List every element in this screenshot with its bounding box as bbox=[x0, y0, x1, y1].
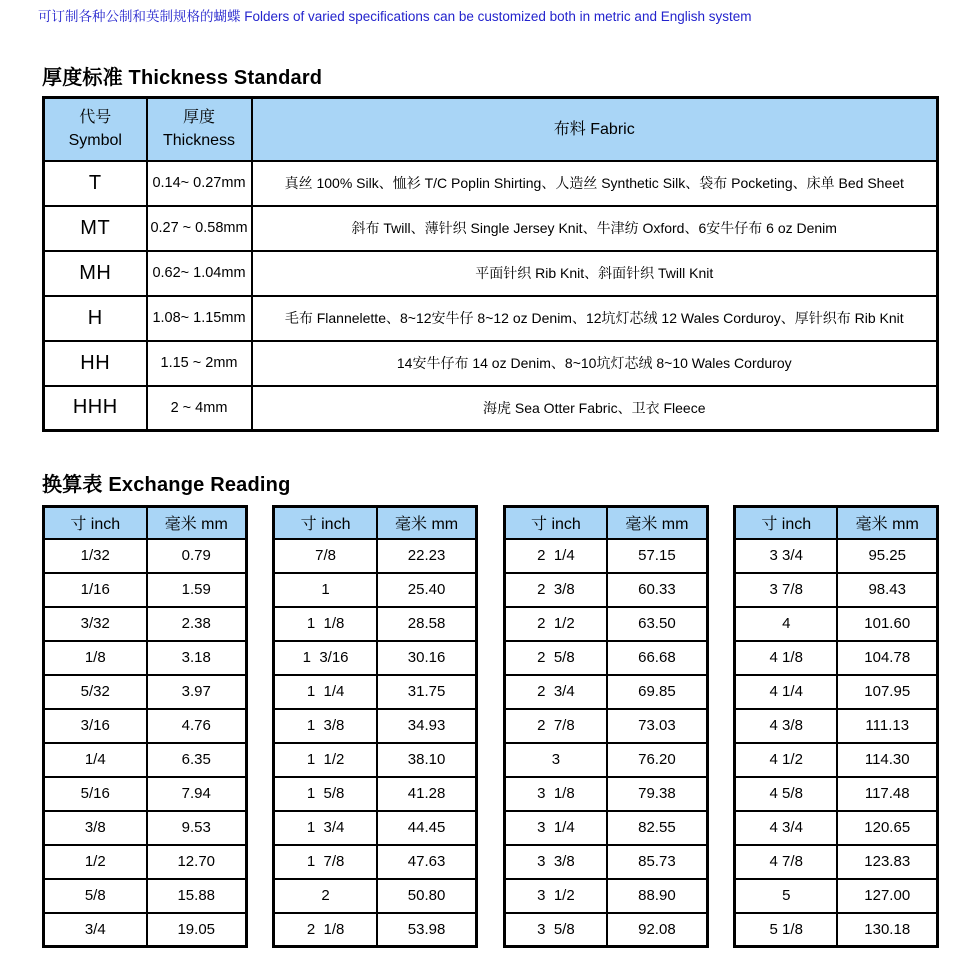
inch-cell: 1/4 bbox=[44, 743, 147, 777]
exchange-row bbox=[734, 675, 937, 709]
thickness-cell: 1.15 ~ 2mm bbox=[147, 341, 252, 386]
thickness-table bbox=[42, 96, 939, 432]
exchange-row bbox=[274, 539, 477, 573]
mm-cell: 114.30 bbox=[837, 743, 937, 777]
exchange-row bbox=[504, 573, 707, 607]
exchange-row bbox=[734, 573, 937, 607]
mm-cell: 30.16 bbox=[377, 641, 477, 675]
inch-cell: 5/8 bbox=[44, 879, 147, 913]
mm-cell: 0.79 bbox=[147, 539, 247, 573]
thickness-header-en: Thickness bbox=[162, 132, 236, 150]
thickness-table-wrap bbox=[42, 96, 939, 432]
mm-cell: 3.18 bbox=[147, 641, 247, 675]
exchange-row bbox=[734, 641, 937, 675]
exchange-row bbox=[734, 539, 937, 573]
mm-column-header: 毫米 mm bbox=[607, 507, 707, 539]
inch-cell: 1 1/8 bbox=[274, 607, 377, 641]
mm-cell: 82.55 bbox=[607, 811, 707, 845]
inch-cell: 1/16 bbox=[44, 573, 147, 607]
exchange-header-row bbox=[504, 507, 707, 539]
exchange-row bbox=[274, 641, 477, 675]
exchange-row bbox=[734, 777, 937, 811]
exchange-row bbox=[44, 845, 247, 879]
exchange-row bbox=[44, 811, 247, 845]
inch-cell: 5/32 bbox=[44, 675, 147, 709]
exchange-table-4-head bbox=[734, 507, 937, 539]
inch-cell: 2 1/4 bbox=[504, 539, 607, 573]
inch-cell: 1 1/2 bbox=[274, 743, 377, 777]
exchange-row bbox=[274, 743, 477, 777]
inch-cell: 2 7/8 bbox=[504, 709, 607, 743]
inch-cell: 2 1/2 bbox=[504, 607, 607, 641]
mm-cell: 12.70 bbox=[147, 845, 247, 879]
exchange-row bbox=[274, 845, 477, 879]
mm-cell: 41.28 bbox=[377, 777, 477, 811]
mm-cell: 15.88 bbox=[147, 879, 247, 913]
exchange-row bbox=[44, 675, 247, 709]
exchange-row bbox=[504, 777, 707, 811]
exchange-header-row bbox=[734, 507, 937, 539]
mm-cell: 31.75 bbox=[377, 675, 477, 709]
inch-cell: 1 bbox=[274, 573, 377, 607]
exchange-table-1-body bbox=[44, 539, 247, 947]
mm-cell: 1.59 bbox=[147, 573, 247, 607]
inch-cell: 3/32 bbox=[44, 607, 147, 641]
thickness-table-head bbox=[44, 98, 938, 161]
mm-cell: 22.23 bbox=[377, 539, 477, 573]
exchange-row bbox=[44, 913, 247, 947]
fabric-cell: 斜布 Twill、薄针织 Single Jersey Knit、牛津纺 Oxford、6安牛仔布 6 oz Denim bbox=[252, 206, 938, 251]
mm-cell: 19.05 bbox=[147, 913, 247, 947]
mm-cell: 28.58 bbox=[377, 607, 477, 641]
thickness-cell: 0.27 ~ 0.58mm bbox=[147, 206, 252, 251]
exchange-row bbox=[44, 573, 247, 607]
mm-cell: 38.10 bbox=[377, 743, 477, 777]
thickness-section-title: 厚度标准 Thickness Standard bbox=[42, 67, 323, 89]
thickness-header-row bbox=[44, 98, 938, 161]
exchange-table-1-head bbox=[44, 507, 247, 539]
thickness-row bbox=[44, 206, 938, 251]
inch-cell: 4 1/2 bbox=[734, 743, 837, 777]
exchange-header-row bbox=[274, 507, 477, 539]
mm-cell: 76.20 bbox=[607, 743, 707, 777]
thickness-row bbox=[44, 251, 938, 296]
exchange-row bbox=[734, 811, 937, 845]
mm-column-header: 毫米 mm bbox=[837, 507, 937, 539]
mm-cell: 130.18 bbox=[837, 913, 937, 947]
mm-cell: 57.15 bbox=[607, 539, 707, 573]
inch-cell: 4 3/4 bbox=[734, 811, 837, 845]
inch-cell: 1 7/8 bbox=[274, 845, 377, 879]
exchange-row bbox=[274, 777, 477, 811]
mm-cell: 101.60 bbox=[837, 607, 937, 641]
mm-cell: 111.13 bbox=[837, 709, 937, 743]
inch-cell: 3/16 bbox=[44, 709, 147, 743]
mm-cell: 79.38 bbox=[607, 777, 707, 811]
exchange-row bbox=[504, 607, 707, 641]
mm-cell: 53.98 bbox=[377, 913, 477, 947]
mm-cell: 9.53 bbox=[147, 811, 247, 845]
mm-cell: 3.97 bbox=[147, 675, 247, 709]
inch-cell: 3 7/8 bbox=[734, 573, 837, 607]
fabric-cell: 平面针织 Rib Knit、斜面针织 Twill Knit bbox=[252, 251, 938, 296]
exchange-row bbox=[504, 641, 707, 675]
inch-cell: 3 1/4 bbox=[504, 811, 607, 845]
inch-cell: 4 3/8 bbox=[734, 709, 837, 743]
mm-cell: 107.95 bbox=[837, 675, 937, 709]
symbol-cell: H bbox=[44, 296, 147, 341]
exchange-tables bbox=[42, 505, 939, 948]
exchange-row bbox=[504, 879, 707, 913]
thickness-cell: 0.14~ 0.27mm bbox=[147, 161, 252, 206]
thickness-table-body bbox=[44, 161, 938, 431]
mm-column-header: 毫米 mm bbox=[377, 507, 477, 539]
exchange-row bbox=[274, 879, 477, 913]
exchange-row bbox=[44, 641, 247, 675]
exchange-row bbox=[504, 709, 707, 743]
inch-cell: 4 bbox=[734, 607, 837, 641]
symbol-cell: HH bbox=[44, 341, 147, 386]
inch-cell: 3/8 bbox=[44, 811, 147, 845]
mm-cell: 25.40 bbox=[377, 573, 477, 607]
inch-cell: 2 5/8 bbox=[504, 641, 607, 675]
fabric-cell: 真丝 100% Silk、恤衫 T/C Poplin Shirting、人造丝 Synthetic Silk、袋布 Pocketing、床单 Bed Sheet bbox=[252, 161, 938, 206]
thickness-cell: 0.62~ 1.04mm bbox=[147, 251, 252, 296]
mm-cell: 85.73 bbox=[607, 845, 707, 879]
mm-cell: 63.50 bbox=[607, 607, 707, 641]
exchange-row bbox=[504, 811, 707, 845]
exchange-table-2-head bbox=[274, 507, 477, 539]
fabric-cell: 海虎 Sea Otter Fabric、卫衣 Fleece bbox=[252, 386, 938, 431]
inch-cell: 1 3/4 bbox=[274, 811, 377, 845]
exchange-row bbox=[504, 539, 707, 573]
exchange-table-3-body bbox=[504, 539, 707, 947]
mm-cell: 88.90 bbox=[607, 879, 707, 913]
exchange-row bbox=[734, 709, 937, 743]
thickness-cell: 2 ~ 4mm bbox=[147, 386, 252, 431]
mm-cell: 95.25 bbox=[837, 539, 937, 573]
exchange-table-3 bbox=[503, 505, 709, 948]
exchange-row bbox=[44, 777, 247, 811]
inch-cell: 4 1/4 bbox=[734, 675, 837, 709]
exchange-table-2-body bbox=[274, 539, 477, 947]
inch-cell: 2 bbox=[274, 879, 377, 913]
thickness-row bbox=[44, 161, 938, 206]
exchange-table-1 bbox=[42, 505, 248, 948]
inch-cell: 5 1/8 bbox=[734, 913, 837, 947]
exchange-row bbox=[274, 811, 477, 845]
mm-cell: 44.45 bbox=[377, 811, 477, 845]
exchange-row bbox=[274, 607, 477, 641]
inch-column-header: 寸 inch bbox=[734, 507, 837, 539]
inch-cell: 4 5/8 bbox=[734, 777, 837, 811]
exchange-row bbox=[504, 675, 707, 709]
inch-cell: 1 3/16 bbox=[274, 641, 377, 675]
symbol-header-en: Symbol bbox=[68, 132, 122, 150]
exchange-row bbox=[734, 743, 937, 777]
mm-cell: 7.94 bbox=[147, 777, 247, 811]
mm-cell: 6.35 bbox=[147, 743, 247, 777]
mm-cell: 47.63 bbox=[377, 845, 477, 879]
mm-cell: 127.00 bbox=[837, 879, 937, 913]
top-note: 可订制各种公制和英制规格的蝴蝶 Folders of varied specifications can be customized both in metric and English system bbox=[38, 9, 752, 24]
exchange-row bbox=[504, 845, 707, 879]
mm-cell: 120.65 bbox=[837, 811, 937, 845]
inch-cell: 2 3/4 bbox=[504, 675, 607, 709]
mm-cell: 69.85 bbox=[607, 675, 707, 709]
thickness-row bbox=[44, 296, 938, 341]
exchange-row bbox=[274, 913, 477, 947]
symbol-cell: T bbox=[44, 161, 147, 206]
mm-cell: 104.78 bbox=[837, 641, 937, 675]
inch-cell: 3 bbox=[504, 743, 607, 777]
symbol-cell: HHH bbox=[44, 386, 147, 431]
inch-cell: 1/32 bbox=[44, 539, 147, 573]
exchange-row bbox=[44, 539, 247, 573]
inch-cell: 2 3/8 bbox=[504, 573, 607, 607]
symbol-header-zh: 代号 bbox=[79, 109, 112, 127]
symbol-cell: MH bbox=[44, 251, 147, 296]
inch-cell: 1 3/8 bbox=[274, 709, 377, 743]
mm-cell: 98.43 bbox=[837, 573, 937, 607]
mm-cell: 117.48 bbox=[837, 777, 937, 811]
inch-cell: 1 1/4 bbox=[274, 675, 377, 709]
exchange-row bbox=[734, 607, 937, 641]
mm-cell: 2.38 bbox=[147, 607, 247, 641]
mm-cell: 4.76 bbox=[147, 709, 247, 743]
mm-cell: 50.80 bbox=[377, 879, 477, 913]
inch-cell: 2 1/8 bbox=[274, 913, 377, 947]
exchange-row bbox=[274, 709, 477, 743]
inch-column-header: 寸 inch bbox=[504, 507, 607, 539]
inch-cell: 1/2 bbox=[44, 845, 147, 879]
inch-cell: 4 1/8 bbox=[734, 641, 837, 675]
exchange-row bbox=[734, 913, 937, 947]
exchange-section-title: 换算表 Exchange Reading bbox=[42, 474, 291, 496]
exchange-header-row bbox=[44, 507, 247, 539]
mm-cell: 123.83 bbox=[837, 845, 937, 879]
symbol-column-header bbox=[44, 98, 147, 161]
exchange-row bbox=[274, 675, 477, 709]
inch-cell: 3 1/8 bbox=[504, 777, 607, 811]
mm-cell: 66.68 bbox=[607, 641, 707, 675]
inch-cell: 1 5/8 bbox=[274, 777, 377, 811]
inch-cell: 7/8 bbox=[274, 539, 377, 573]
exchange-table-2 bbox=[272, 505, 478, 948]
exchange-row bbox=[274, 573, 477, 607]
inch-cell: 1/8 bbox=[44, 641, 147, 675]
exchange-table-4 bbox=[733, 505, 939, 948]
fabric-cell: 毛布 Flannelette、8~12安牛仔 8~12 oz Denim、12坑灯芯绒 12 Wales Corduroy、厚针织布 Rib Knit bbox=[252, 296, 938, 341]
inch-cell: 5/16 bbox=[44, 777, 147, 811]
exchange-table-3-head bbox=[504, 507, 707, 539]
inch-cell: 4 7/8 bbox=[734, 845, 837, 879]
exchange-row bbox=[44, 607, 247, 641]
thickness-cell: 1.08~ 1.15mm bbox=[147, 296, 252, 341]
inch-column-header: 寸 inch bbox=[274, 507, 377, 539]
mm-cell: 60.33 bbox=[607, 573, 707, 607]
mm-cell: 92.08 bbox=[607, 913, 707, 947]
inch-cell: 3 5/8 bbox=[504, 913, 607, 947]
inch-cell: 3 1/2 bbox=[504, 879, 607, 913]
mm-cell: 73.03 bbox=[607, 709, 707, 743]
thickness-row bbox=[44, 341, 938, 386]
inch-column-header: 寸 inch bbox=[44, 507, 147, 539]
fabric-column-header: 布料 Fabric bbox=[252, 98, 938, 161]
exchange-row bbox=[44, 709, 247, 743]
thickness-row bbox=[44, 386, 938, 431]
exchange-row bbox=[44, 879, 247, 913]
inch-cell: 3 3/4 bbox=[734, 539, 837, 573]
exchange-row bbox=[734, 879, 937, 913]
mm-column-header: 毫米 mm bbox=[147, 507, 247, 539]
inch-cell: 3 3/8 bbox=[504, 845, 607, 879]
thickness-column-header bbox=[147, 98, 252, 161]
mm-cell: 34.93 bbox=[377, 709, 477, 743]
exchange-row bbox=[504, 743, 707, 777]
thickness-header-zh: 厚度 bbox=[182, 109, 215, 127]
fabric-cell: 14安牛仔布 14 oz Denim、8~10坑灯芯绒 8~10 Wales Corduroy bbox=[252, 341, 938, 386]
exchange-table-4-body bbox=[734, 539, 937, 947]
inch-cell: 3/4 bbox=[44, 913, 147, 947]
exchange-row bbox=[44, 743, 247, 777]
exchange-row bbox=[504, 913, 707, 947]
symbol-cell: MT bbox=[44, 206, 147, 251]
inch-cell: 5 bbox=[734, 879, 837, 913]
exchange-row bbox=[734, 845, 937, 879]
